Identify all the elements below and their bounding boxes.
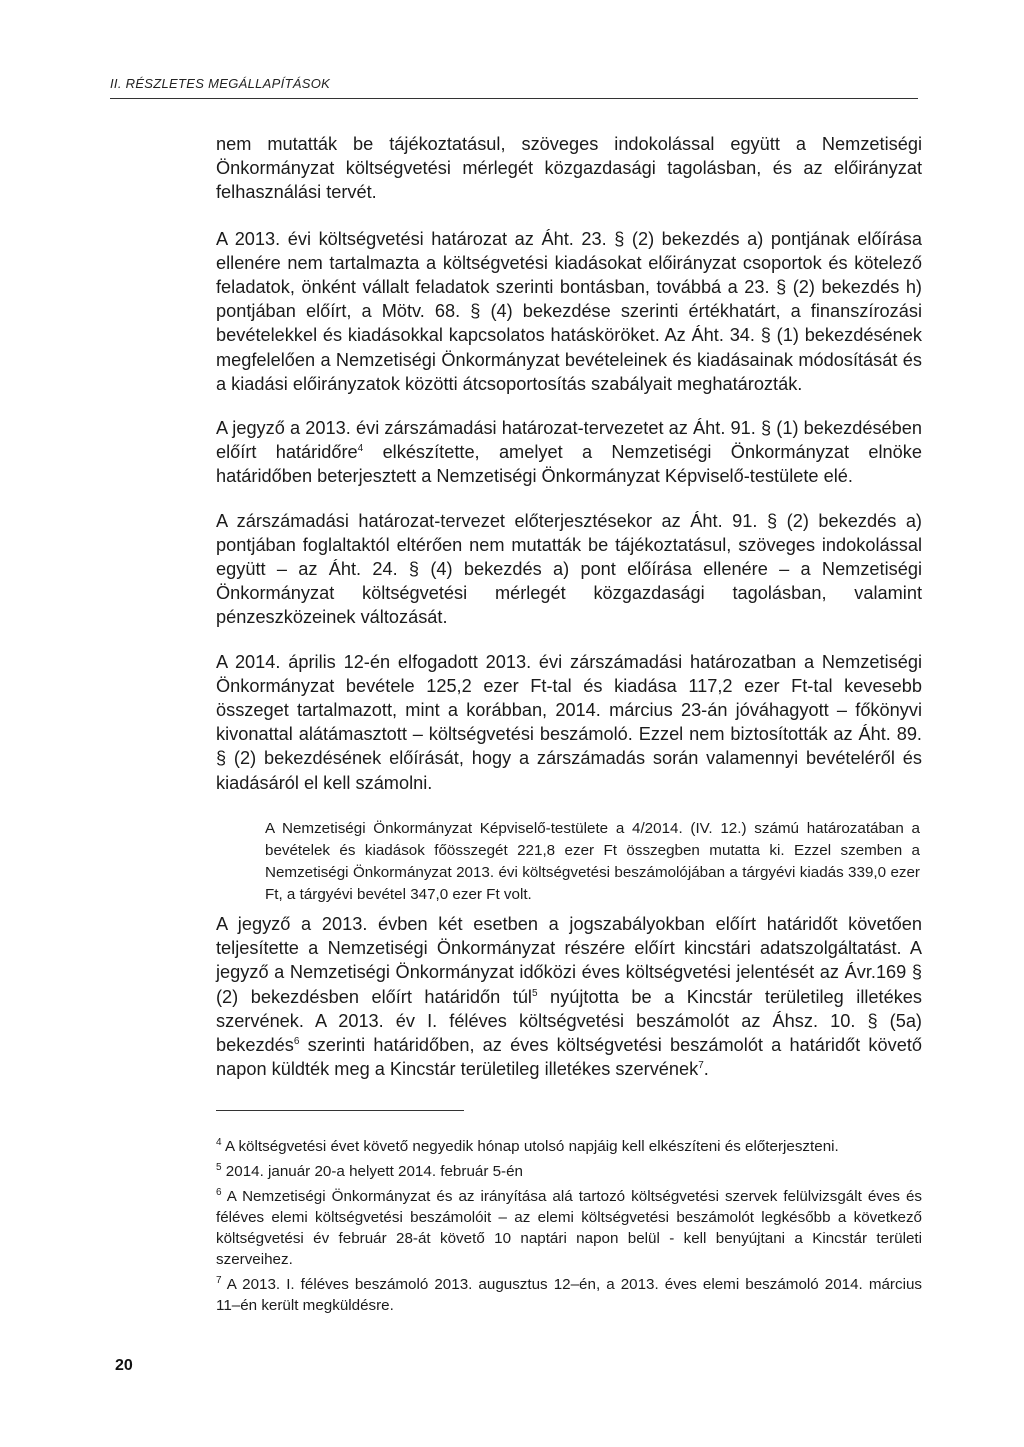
footnotes [216, 1136, 922, 1320]
footnote-6 [216, 1186, 922, 1270]
footnote-text: A 2013. I. féléves beszámoló 2013. augusztus 12–én, a 2013. éves elemi beszámoló 2014. március 11–én került megküldésre. [216, 1276, 922, 1314]
footnote-5 [216, 1161, 922, 1182]
footnote-text: 2014. január 20-a helyett 2014. február 5-én [225, 1163, 524, 1180]
main-content [216, 132, 922, 815]
footnote-number: 6 [216, 1186, 222, 1198]
footnote-4 [216, 1136, 922, 1157]
page-number: 20 [115, 1357, 133, 1374]
footnote-text: A Nemzetiségi Önkormányzat és az irányítása alá tartozó költségvetési szervek felülvizsgált éves és féléves elemi költségvetési beszámolóit – az elemi költségvetési beszámolót legkésőbb a következő költségvetési év február 28-át követő 10 naptári napon belül - kell benyújtani a Kincstár területi szerveihez. [216, 1188, 922, 1268]
paragraph-6-part-2: nyújtotta be a Kincstár területileg illetékes szervének. A 2013. év I. féléves költségvetési beszámolót az Áhsz. 10. § (5a) bekezdés [216, 986, 923, 1056]
footnote-ref-4: 4 [357, 443, 364, 455]
paragraph-1: nem mutatták be tájékoztatásul, szöveges indokolással együtt a Nemzetiségi Önkormányzat költségvetési mérlegét közgazdasági tagolásban, és az előirányzat felhasználási tervét. [216, 134, 922, 203]
paragraph-6-part-3: szerinti határidőben, az éves költségvetési beszámolót a határidőt követő napon küldték meg a Kincstár területileg illetékes szervének [216, 1035, 922, 1080]
footnote-separator [216, 1110, 464, 1111]
paragraph-6-part-1: A jegyző a 2013. évben két esetben a jogszabályokban előírt határidőt követően teljesítette a Nemzetiségi Önkormányzat részére előírt kincstári adatszolgáltatást. A jegyző a Nemzetiségi Önkormányzat időközi éves költségvetési jelentését az Ávr.169 § (2) bekezdésben előírt határidőn túl [216, 914, 922, 1007]
paragraph-4: A zárszámadási határozat-tervezet előterjesztésekor az Áht. 91. § (2) bekezdés a) pontjában foglaltaktól eltérően nem mutatták be tájékoztatásul, szöveges indokolással együtt – az Áht. 24. § (4) bekezdés a) pont előírása ellenére – a Nemzetiségi Önkormányzat költségvetési mérlegét közgazdasági tagolásban, valamint pénzeszközeinek változását. [216, 510, 922, 628]
header-rule [110, 98, 918, 99]
footnote-ref-6: 6 [293, 1035, 300, 1047]
indented-note: A Nemzetiségi Önkormányzat Képviselő-testülete a 4/2014. (IV. 12.) számú határozatában a bevételek és kiadások főösszegét 221,8 ezer Ft összegben mutatta ki. Ezzel szemben a Nemzetiségi Önkormányzat 2013. évi költségvetési beszámolójában a tárgyévi kiadás 339,0 ezer Ft, a tárgyévi bevétel 347,0 ezer Ft volt. [265, 820, 920, 903]
paragraph-6 [216, 912, 922, 1081]
footnote-number: 4 [216, 1136, 222, 1148]
footnote-text: A költségvetési évet követő negyedik hónap utolsó napjáig kell elkészíteni és előterjeszteni. [224, 1138, 839, 1155]
footnote-ref-7: 7 [698, 1060, 704, 1072]
paragraph-3-text-after: elkészítette, amelyet a Nemzetiségi Önkormányzat elnöke határidőben beterjesztett a Nemzetiségi Önkormányzat Képviselő-testülete elé. [216, 442, 922, 487]
footnote-7 [216, 1274, 922, 1316]
footnote-number: 5 [216, 1161, 222, 1173]
paragraph-2: A 2013. évi költségvetési határozat az Áht. 23. § (2) bekezdés a) pontjának előírása ellenére nem tartalmazta a költségvetési kiadásokat előirányzat csoportok és kötelező feladatok, önként vállalt feladatok szerinti bontásban, továbbá a 23. § (2) bekezdés h) pontjában előírt, a Mötv. 68. § (4) bekezdése szerinti értékhatárt, a finanszírozási bevételekkel és kiadásokkal kapcsolatos hatásköröket. Az Áht. 34. § (1) bekezdésének megfelelően a Nemzetiségi Önkormányzat bevételeinek és kiadásainak módosítását és a kiadási előirányzatok közötti átcsoportosítás szabályait meghatározták. [216, 228, 922, 394]
paragraph-3 [216, 416, 922, 489]
paragraph-6-part-4: . [703, 1059, 709, 1080]
paragraph-5: A 2014. április 12-én elfogadott 2013. évi zárszámadási határozatban a Nemzetiségi Önkormányzat bevétele 125,2 ezer Ft-tal és kiadása 117,2 ezer Ft-tal kevesebb összeget tartalmazott, mint a korábban, 2014. március 23-án jóváhagyott – főkönyvi kivonattal alátámasztott – költségvetési beszámoló. Ezzel nem biztosították az Áht. 89. § (2) bekezdésének előírását, hogy a zárszámadás során valamennyi bevételéről és kiadásáról el kell számolni. [216, 651, 922, 793]
paragraph-3-text-before: A jegyző a 2013. évi zárszámadási határozat-tervezetet az Áht. 91. § (1) bekezdésében előírt határidőre [216, 418, 922, 463]
footnote-number: 7 [216, 1274, 222, 1286]
running-header: II. RÉSZLETES MEGÁLLAPÍTÁSOK [110, 76, 331, 91]
footnote-ref-5: 5 [531, 987, 538, 999]
